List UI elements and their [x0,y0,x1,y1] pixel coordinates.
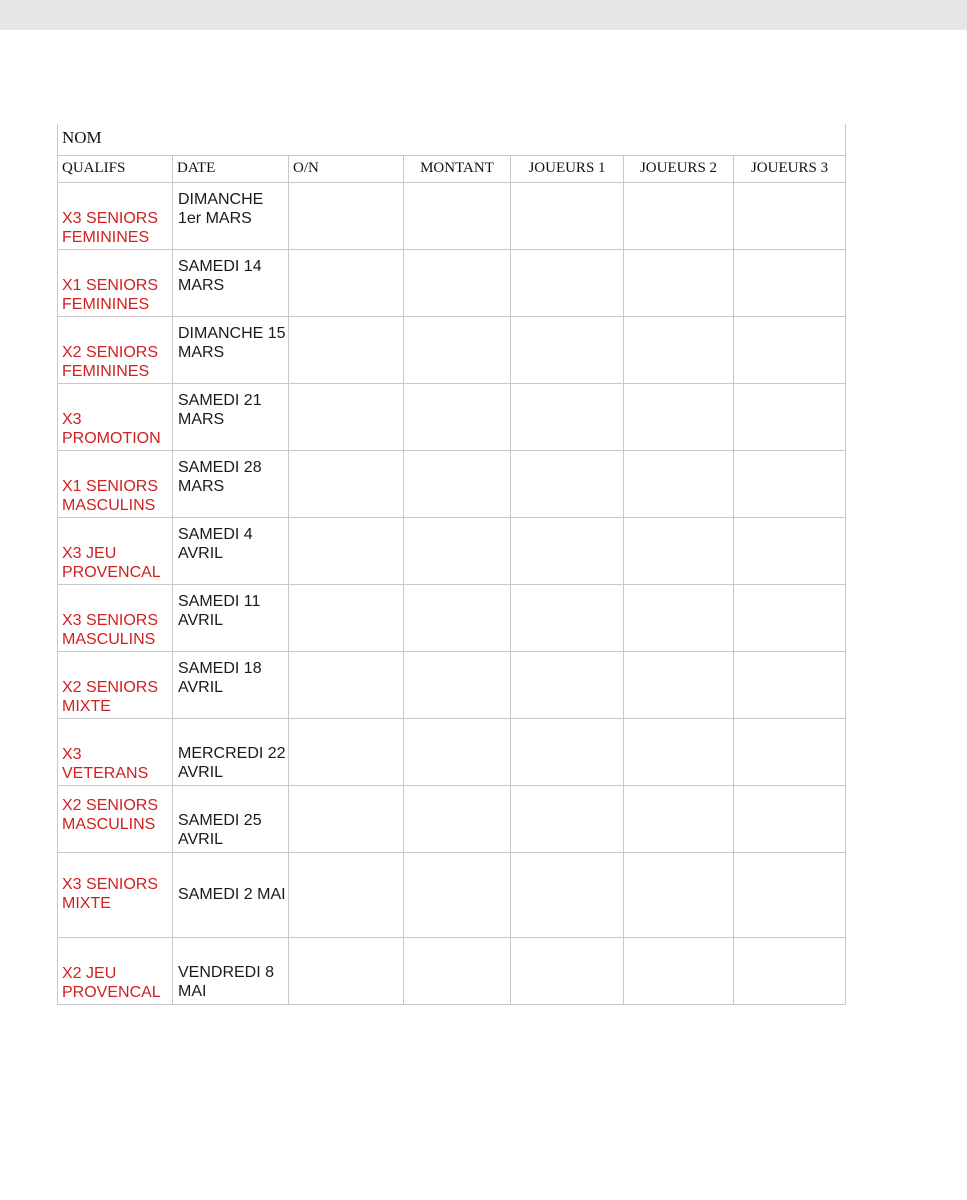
on-cell[interactable] [289,937,404,1004]
date-cell: DIMANCHE 1er MARS [173,182,289,249]
on-cell[interactable] [289,584,404,651]
joueur-2-cell[interactable] [624,249,734,316]
joueur-3-cell[interactable] [734,316,846,383]
header-row [58,155,846,182]
qualif-cell: X1 SENIORS FEMININES [58,249,173,316]
on-cell[interactable] [289,718,404,785]
date-cell: MERCREDI 22 AVRIL [173,718,289,785]
date-cell: DIMANCHE 15 MARS [173,316,289,383]
joueur-2-cell[interactable] [624,450,734,517]
header-date: DATE [173,155,289,182]
table-row [58,651,846,718]
table-row [58,852,846,937]
qualif-cell: X3 SENIORS FEMININES [58,182,173,249]
joueur-1-cell[interactable] [511,316,624,383]
qualif-cell: X2 SENIORS MASCULINS [58,785,173,852]
header-joueurs-1: JOUEURS 1 [511,155,624,182]
qualif-cell: X3 VETERANS [58,718,173,785]
joueur-3-cell[interactable] [734,450,846,517]
qualif-cell: X2 SENIORS MIXTE [58,651,173,718]
table-row [58,383,846,450]
header-joueurs-2: JOUEURS 2 [624,155,734,182]
header-qualifs: QUALIFS [58,155,173,182]
joueur-2-cell[interactable] [624,182,734,249]
date-cell: SAMEDI 2 MAI [173,852,289,937]
on-cell[interactable] [289,450,404,517]
table-row [58,584,846,651]
date-cell: SAMEDI 28 MARS [173,450,289,517]
joueur-3-cell[interactable] [734,651,846,718]
table-row [58,182,846,249]
montant-cell[interactable] [404,517,511,584]
date-cell: SAMEDI 14 MARS [173,249,289,316]
joueur-1-cell[interactable] [511,937,624,1004]
table-row [58,249,846,316]
joueur-3-cell[interactable] [734,785,846,852]
qualif-cell: X3 JEU PROVENCAL [58,517,173,584]
registration-sheet [57,124,846,1005]
montant-cell[interactable] [404,584,511,651]
joueur-1-cell[interactable] [511,450,624,517]
joueur-1-cell[interactable] [511,383,624,450]
joueur-3-cell[interactable] [734,852,846,937]
registration-table [57,124,846,1005]
date-cell: SAMEDI 18 AVRIL [173,651,289,718]
on-cell[interactable] [289,651,404,718]
on-cell[interactable] [289,517,404,584]
qualif-cell: X1 SENIORS MASCULINS [58,450,173,517]
table-row [58,316,846,383]
joueur-2-cell[interactable] [624,852,734,937]
on-cell[interactable] [289,249,404,316]
montant-cell[interactable] [404,249,511,316]
montant-cell[interactable] [404,383,511,450]
table-row [58,785,846,852]
joueur-3-cell[interactable] [734,937,846,1004]
top-bar [0,0,967,30]
joueur-2-cell[interactable] [624,517,734,584]
table-row [58,517,846,584]
joueur-2-cell[interactable] [624,718,734,785]
qualif-cell: X2 SENIORS FEMININES [58,316,173,383]
joueur-3-cell[interactable] [734,249,846,316]
joueur-1-cell[interactable] [511,249,624,316]
table-row [58,450,846,517]
on-cell[interactable] [289,785,404,852]
joueur-2-cell[interactable] [624,383,734,450]
joueur-1-cell[interactable] [511,718,624,785]
joueur-1-cell[interactable] [511,182,624,249]
joueur-2-cell[interactable] [624,584,734,651]
joueur-2-cell[interactable] [624,785,734,852]
joueur-1-cell[interactable] [511,852,624,937]
on-cell[interactable] [289,316,404,383]
joueur-3-cell[interactable] [734,383,846,450]
joueur-2-cell[interactable] [624,651,734,718]
montant-cell[interactable] [404,852,511,937]
joueur-1-cell[interactable] [511,785,624,852]
qualif-cell: X3 PROMOTION [58,383,173,450]
qualif-cell: X3 SENIORS MASCULINS [58,584,173,651]
qualif-cell: X3 SENIORS MIXTE [58,852,173,937]
on-cell[interactable] [289,383,404,450]
header-on: O/N [289,155,404,182]
montant-cell[interactable] [404,785,511,852]
joueur-3-cell[interactable] [734,182,846,249]
on-cell[interactable] [289,182,404,249]
joueur-3-cell[interactable] [734,584,846,651]
date-cell: SAMEDI 25 AVRIL [173,785,289,852]
date-cell: SAMEDI 21 MARS [173,383,289,450]
table-row [58,718,846,785]
montant-cell[interactable] [404,316,511,383]
montant-cell[interactable] [404,182,511,249]
joueur-3-cell[interactable] [734,517,846,584]
joueur-1-cell[interactable] [511,517,624,584]
on-cell[interactable] [289,852,404,937]
date-cell: VENDREDI 8 MAI [173,937,289,1004]
header-montant: MONTANT [404,155,511,182]
montant-cell[interactable] [404,450,511,517]
montant-cell[interactable] [404,651,511,718]
joueur-1-cell[interactable] [511,651,624,718]
name-title: NOM [58,124,846,155]
montant-cell[interactable] [404,937,511,1004]
qualif-cell: X2 JEU PROVENCAL [58,937,173,1004]
table-row [58,937,846,1004]
montant-cell[interactable] [404,718,511,785]
date-cell: SAMEDI 11 AVRIL [173,584,289,651]
joueur-2-cell[interactable] [624,937,734,1004]
joueur-1-cell[interactable] [511,584,624,651]
date-cell: SAMEDI 4 AVRIL [173,517,289,584]
joueur-2-cell[interactable] [624,316,734,383]
header-joueurs-3: JOUEURS 3 [734,155,846,182]
joueur-3-cell[interactable] [734,718,846,785]
